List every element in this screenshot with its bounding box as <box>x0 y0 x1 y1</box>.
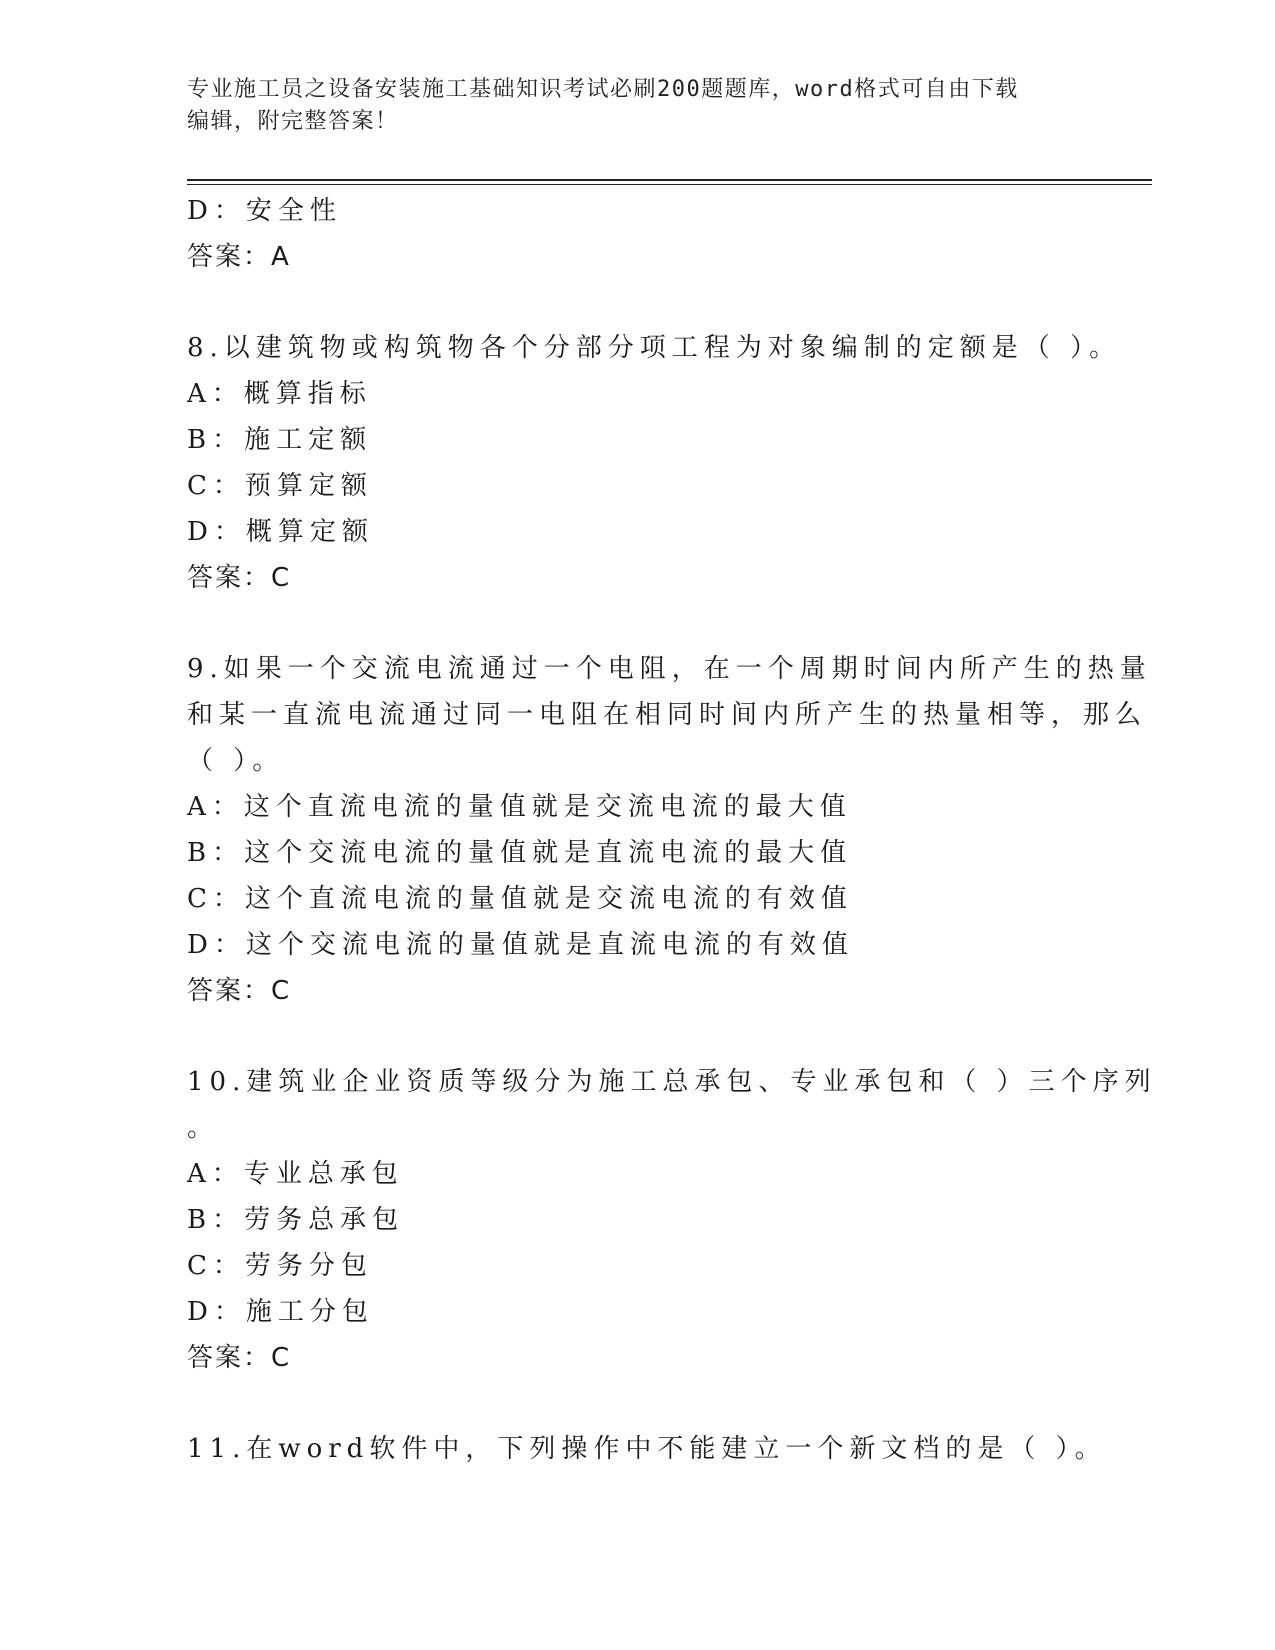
header-title-line-1: 专业施工员之设备安装施工基础知识考试必刷200题题库，word格式可自由下载 <box>187 77 1019 102</box>
option-d: D：概算定额 <box>187 517 374 547</box>
question-block-8 <box>187 325 1122 601</box>
header-divider-thick <box>187 179 1152 181</box>
header-title-line-2: 编辑，附完整答案！ <box>187 109 399 134</box>
document-header <box>187 74 1087 138</box>
answer: 答案：C <box>187 563 292 593</box>
spacer <box>187 280 1067 325</box>
option-a: A：专业总承包 <box>187 1159 404 1189</box>
header-divider-thin <box>187 184 1152 185</box>
question-stem-line-2: 和某一直流电流通过同一电阻在相同时间内所产生的热量相等，那么 <box>187 700 1148 730</box>
answer: 答案：C <box>187 1343 292 1373</box>
question-content <box>187 188 1157 1472</box>
question-stem: 11.在word软件中，下列操作中不能建立一个新文档的是（ ）。 <box>187 1434 1107 1464</box>
question-stem-line-1: 10.建筑业企业资质等级分为施工总承包、专业承包和（ ）三个序列 <box>187 1067 1157 1097</box>
option-d: D：这个交流电流的量值就是直流电流的有效值 <box>187 930 854 960</box>
spacer <box>187 601 1067 646</box>
spacer <box>187 1014 1067 1059</box>
option-c: C：预算定额 <box>187 471 373 501</box>
option-a: A：概算指标 <box>187 379 372 409</box>
option-a: A：这个直流电流的量值就是交流电流的最大值 <box>187 792 852 822</box>
question-stem-line-2: 。 <box>187 1113 220 1143</box>
prev-question-answer: 答案：A <box>187 242 291 272</box>
question-block-11 <box>187 1426 1107 1472</box>
question-stem: 8.以建筑物或构筑物各个分部分项工程为对象编制的定额是（ ）。 <box>187 333 1122 363</box>
question-stem-line-1: 9.如果一个交流电流通过一个电阻，在一个周期时间内所产生的热量 <box>187 654 1152 684</box>
option-c: C：劳务分包 <box>187 1251 373 1281</box>
spacer <box>187 1381 1067 1426</box>
answer: 答案：C <box>187 976 292 1006</box>
question-block-10 <box>187 1059 1157 1381</box>
question-stem-line-3: （ ）。 <box>187 746 285 776</box>
option-b: B：这个交流电流的量值就是直流电流的最大值 <box>187 838 853 868</box>
option-b: B：劳务总承包 <box>187 1205 405 1235</box>
prev-question-option-d: D：安全性 <box>187 196 342 226</box>
option-d: D：施工分包 <box>187 1297 374 1327</box>
option-b: B：施工定额 <box>187 425 373 455</box>
question-block-9 <box>187 646 1152 1014</box>
option-c: C：这个直流电流的量值就是交流电流的有效值 <box>187 884 853 914</box>
